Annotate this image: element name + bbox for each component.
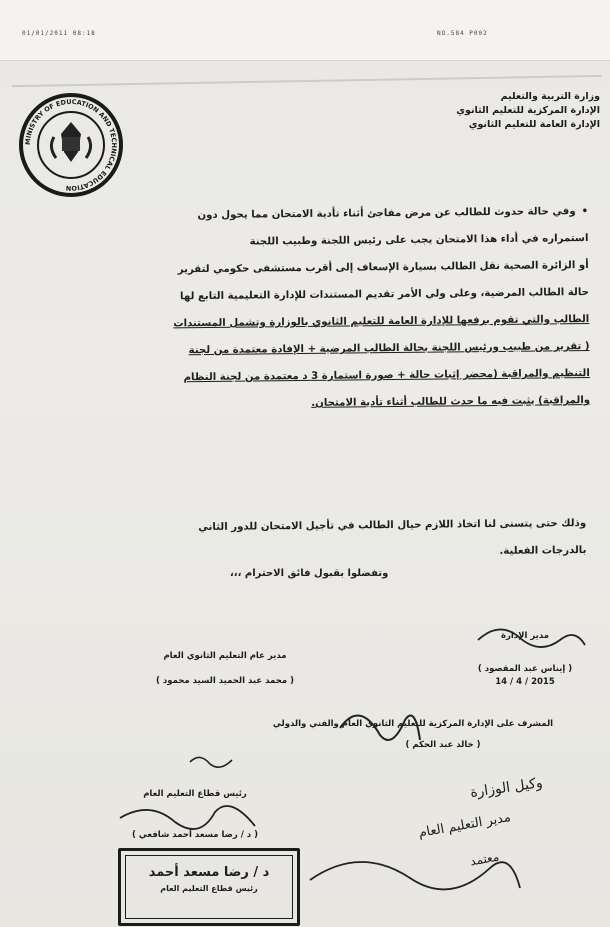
head-name: ( د / رضا مسعد أحمد شافعي )	[131, 830, 259, 840]
gm-name: ( محمد عبد الحميد السيد محمود )	[156, 676, 294, 686]
supervisor-title: المشرف على الإدارة المركزية للتعليم الثانوي العام والفني والدولي	[272, 719, 554, 729]
supervisor-name: ( خالد عبد الحكم )	[405, 740, 481, 750]
seal-text: MINISTRY OF EDUCATION AND TECHNICAL EDUCATION	[23, 97, 119, 193]
body-line-4: حالة الطالب المرضية، وعلى ولي الأمر تقديم المستندات للإدارة التعليمية التابع لها	[179, 286, 590, 303]
body-line-3: أو الزائرة الصحية نقل الطالب بسيارة الإسعاف إلى أقرب مستشفى حكومي لتقرير	[177, 259, 589, 276]
body-line-2: استمراره في أداء هذا الامتحان يجب على رئيس اللجنة وطبيب اللجنة	[249, 232, 589, 248]
body-line-1: • وفي حالة حدوث للطالب عن مرض مفاجئ أثناء تأدية الامتحان مما يحول دون	[40, 198, 588, 231]
ministry-line-3: الإدارة العامة للتعليم الثانوي	[468, 119, 600, 130]
body-line-7: التنظيم والمراقبة (محضر إثبات حالة + صورة استمارة 3 د معتمدة من لجنة النظام	[183, 367, 590, 384]
bottom-right-signature-scribble	[310, 862, 520, 889]
ministry-line-2: الإدارة المركزية للتعليم الثانوي	[456, 105, 600, 116]
head-title: رئيس قطاع التعليم العام	[143, 789, 247, 799]
director-signature-scribble	[478, 629, 585, 647]
supervisor-signature-scribble	[340, 716, 420, 741]
closing-line-2: بالدرجات الفعلية.	[499, 544, 587, 557]
closing-line-1: وذلك حتى يتسنى لنا اتخاذ اللازم حيال الطالب في تأجيل الامتحان للدور الثاني	[198, 517, 587, 534]
director-date: 2015 / 4 / 14	[495, 677, 555, 687]
fax-page-number: NO.584 P002	[437, 30, 488, 37]
fax-timestamp: 01/01/2011 08:18	[22, 30, 96, 37]
ministry-line-1: وزارة التربية والتعليم	[500, 91, 600, 102]
stamp-line-2: رئيس قطاع التعليم العام	[160, 884, 258, 893]
closing-regards: وتفضلوا بقبول فائق الاحترام ،،،	[230, 568, 389, 579]
director-title: مدير الإدارة	[500, 631, 550, 641]
gm-title: مدير عام التعليم الثانوي العام	[163, 651, 287, 661]
head-signature-scribble	[120, 806, 255, 829]
body-line-8: والمراقبة) يثبت فيه ما حدث للطالب أثناء تأدية الامتحان.	[311, 394, 591, 409]
body-line-5: الطالب والتي تقوم برفعها للإدارة العامة للتعليم الثانوي بالوزارة وتشمل المستندات	[173, 313, 590, 330]
initial-mark	[190, 757, 232, 767]
body-line-6: ( تقرير من طبيب ورئيس اللجنة بحالة الطالب المرضية + الإفادة معتمدة من لجنة	[188, 340, 590, 357]
stamp-line-1: د / رضا مسعد أحمد	[148, 865, 270, 880]
handwritten-note-2: مدير التعليم العام	[417, 810, 512, 841]
director-name: ( إيناس عبد المقصود )	[477, 664, 573, 674]
handwritten-note-1: وكيل الوزارة	[469, 775, 544, 801]
handwritten-note-3: معتمد	[469, 849, 501, 869]
